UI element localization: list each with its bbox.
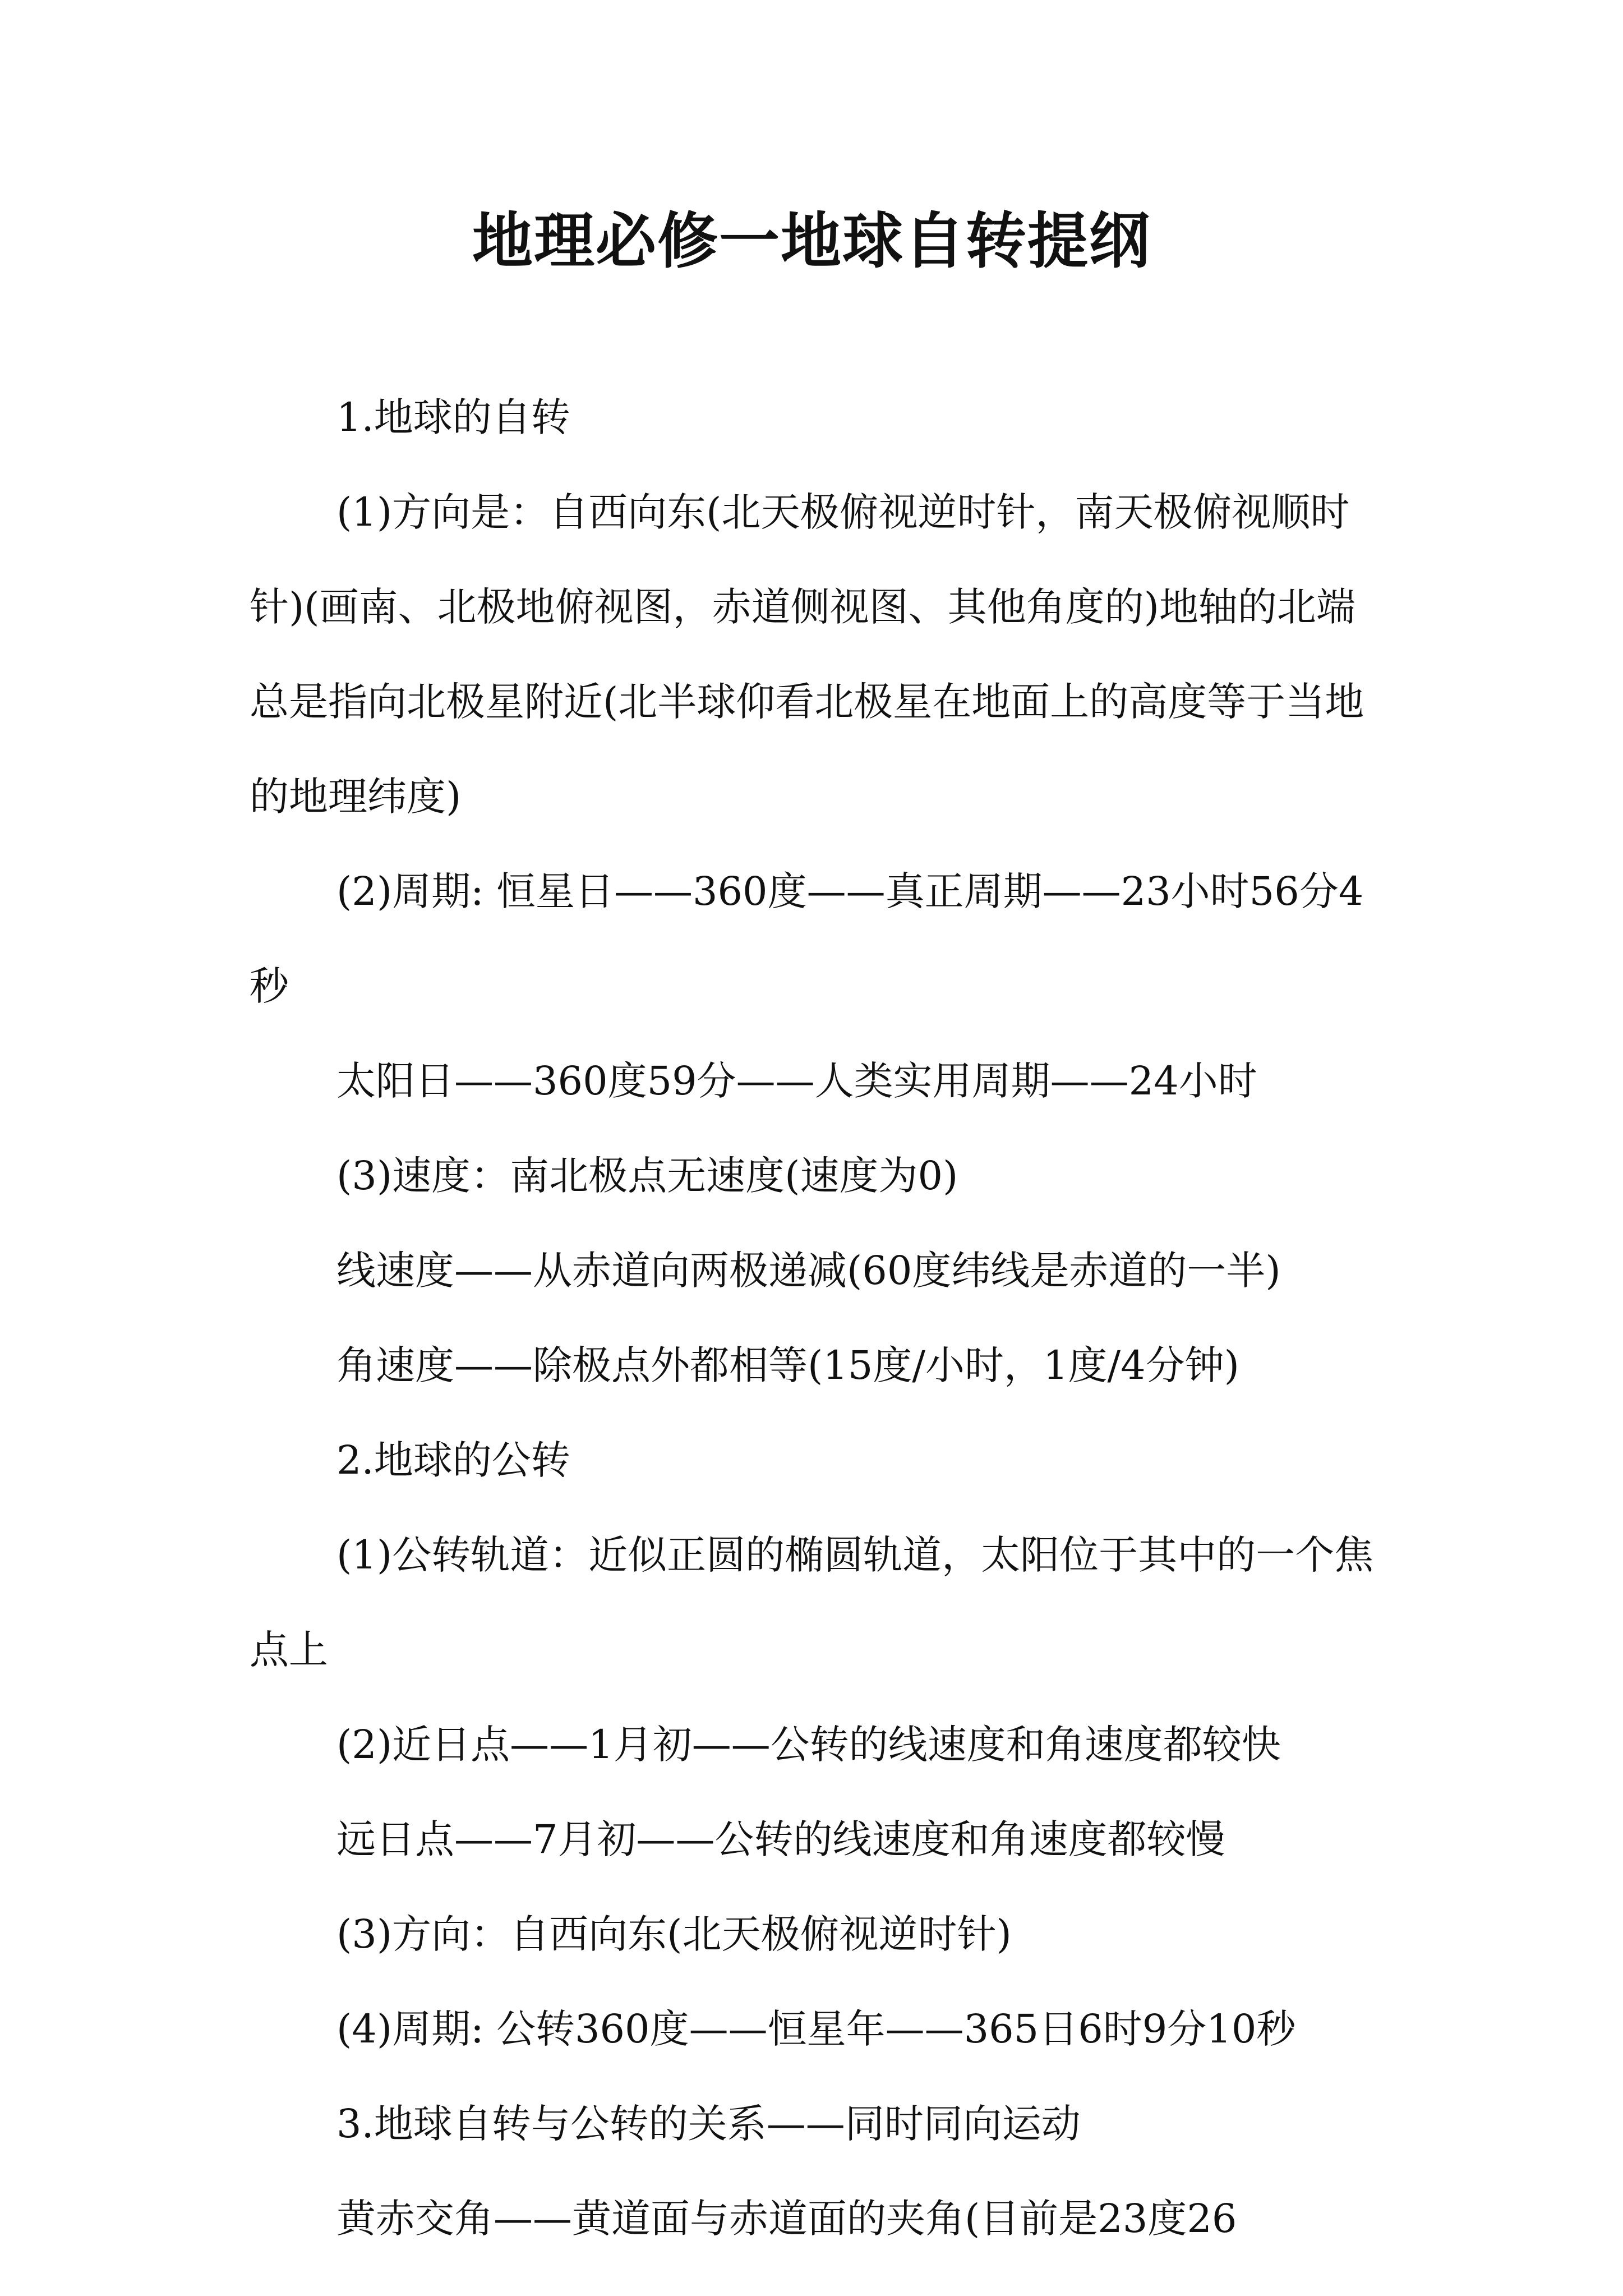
paragraph-revolution-direction: (3)方向：自西向东(北天极俯视逆时针) (336, 1911, 1012, 1957)
paragraph-rotation-speed: (3)速度：南北极点无速度(速度为0) (336, 1153, 958, 1199)
paragraph-rotation-direction: (1)方向是：自西向东(北天极俯视逆时针，南天极俯视顺时针)(画南、北极地俯视图，赤道侧视图、其他角度的)地轴的北端总是指向北极星附近(北半球仰看北极星在地面上的高度等于当地的地理纬度) (250, 489, 1364, 820)
heading-rotation-revolution-relation: 3.地球自转与公转的关系——同时同向运动 (336, 2101, 1081, 2147)
paragraph-orbit: (1)公转轨道：近似正圆的椭圆轨道，太阳位于其中的一个焦点上 (250, 1532, 1374, 1673)
document-title: 地理必修一地球自转提纲 (472, 206, 1151, 277)
paragraph-aphelion: 远日点——7月初——公转的线速度和角速度都较慢 (336, 1816, 1225, 1862)
paragraph-perihelion: (2)近日点——1月初——公转的线速度和角速度都较快 (336, 1722, 1281, 1768)
paragraph-obliquity: 黄赤交角——黄道面与赤道面的夹角(目前是23度26 (336, 2196, 1237, 2242)
paragraph-revolution-period: (4)周期: 公转360度——恒星年——365日6时9分10秒 (336, 2006, 1296, 2052)
heading-earth-rotation: 1.地球的自转 (336, 394, 570, 440)
document-body (250, 370, 1382, 2266)
paragraph-solar-day: 太阳日——360度59分——人类实用周期——24小时 (336, 1058, 1257, 1104)
paragraph-angular-speed: 角速度——除极点外都相等(15度/小时，1度/4分钟) (336, 1342, 1239, 1388)
heading-earth-revolution: 2.地球的公转 (336, 1437, 570, 1483)
paragraph-rotation-period: (2)周期: 恒星日——360度——真正周期——23小时56分4秒 (250, 868, 1364, 1009)
paragraph-linear-speed: 线速度——从赤道向两极递减(60度纬线是赤道的一半) (336, 1248, 1281, 1294)
